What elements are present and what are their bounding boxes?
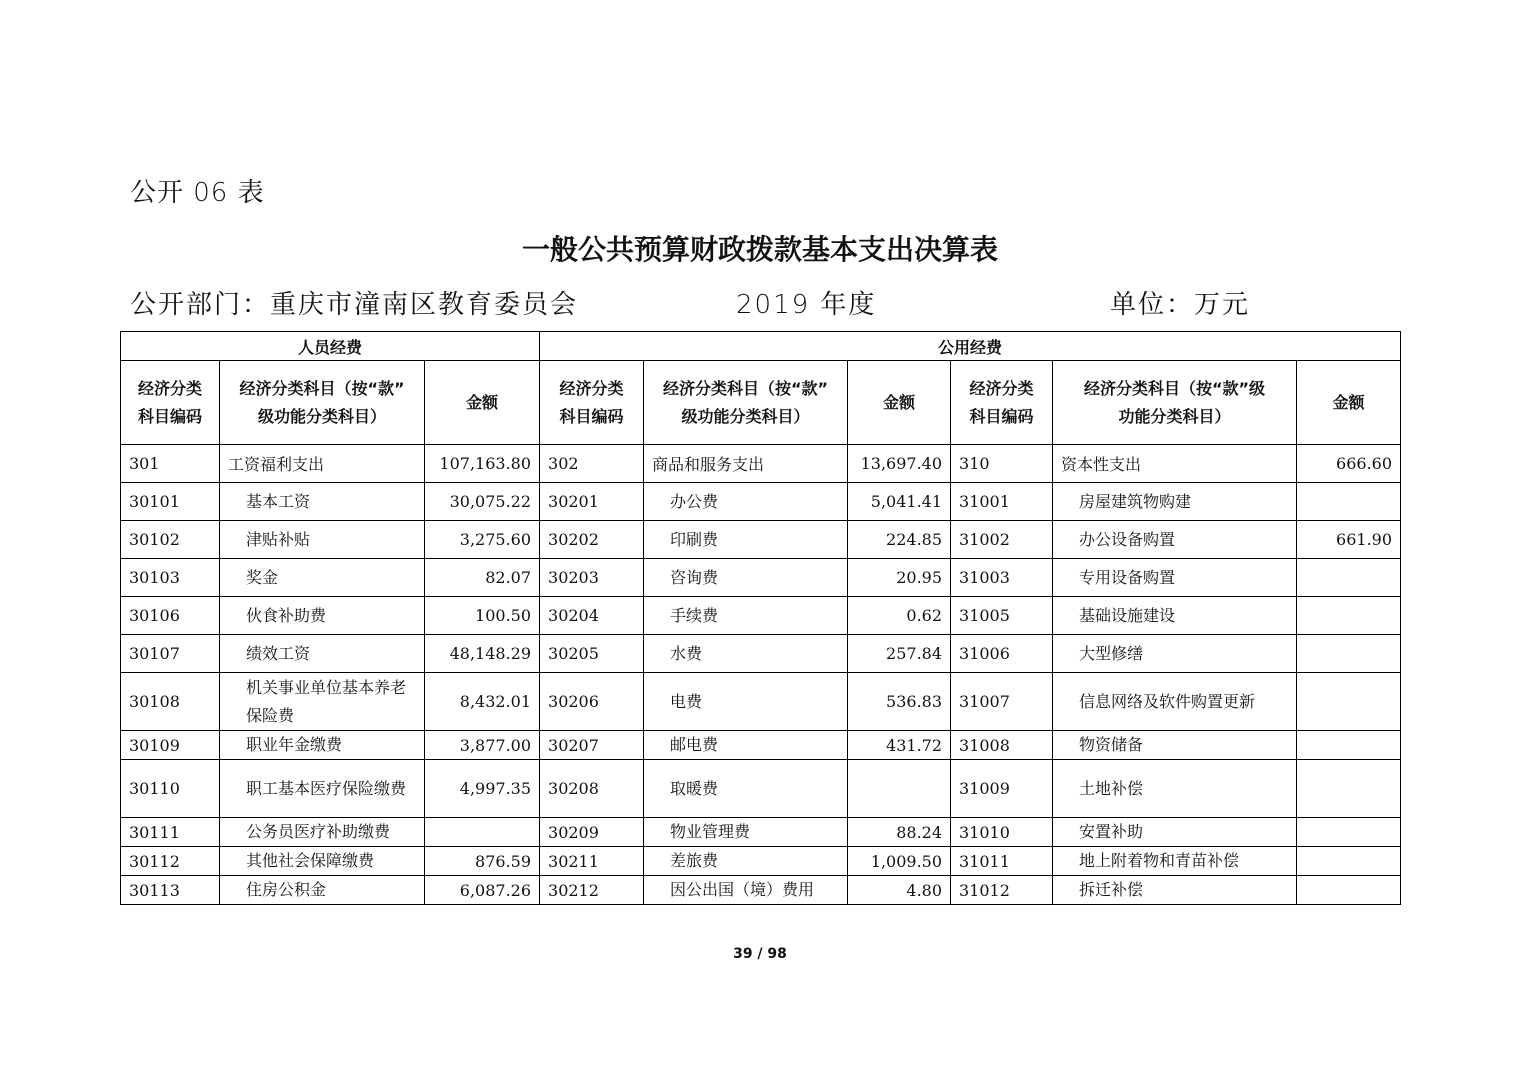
table-row — [121, 731, 1401, 760]
cell-code: 30206 — [540, 673, 644, 731]
cell-code: 30201 — [540, 483, 644, 521]
column-header-amount: 金额 — [425, 361, 540, 445]
cell-amount: 4,997.35 — [425, 760, 540, 818]
cell-amount: 257.84 — [848, 635, 951, 673]
cell-name: 大型修缮 — [1053, 635, 1297, 673]
table-row — [121, 483, 1401, 521]
cell-code: 30208 — [540, 760, 644, 818]
cell-code: 31009 — [951, 760, 1053, 818]
column-header-code: 经济分类 科目编码 — [540, 361, 644, 445]
cell-name: 职工基本医疗保险缴费 — [220, 760, 425, 818]
cell-amount: 5,041.41 — [848, 483, 951, 521]
cell-code: 31007 — [951, 673, 1053, 731]
cell-code: 302 — [540, 445, 644, 483]
cell-amount — [1297, 597, 1401, 635]
cell-name: 咨询费 — [644, 559, 848, 597]
cell-code: 30106 — [121, 597, 220, 635]
cell-name: 房屋建筑物购建 — [1053, 483, 1297, 521]
cell-name: 奖金 — [220, 559, 425, 597]
cell-name: 绩效工资 — [220, 635, 425, 673]
year-label: 2019 年度 — [736, 290, 877, 320]
cell-name: 邮电费 — [644, 731, 848, 760]
table-row — [121, 818, 1401, 847]
group-header-public: 公用经费 — [540, 332, 1401, 361]
cell-amount: 82.07 — [425, 559, 540, 597]
group-header-personnel: 人员经费 — [121, 332, 540, 361]
cell-amount — [1297, 635, 1401, 673]
cell-code: 31003 — [951, 559, 1053, 597]
column-header-name: 经济分类科目（按“款” 级功能分类科目） — [644, 361, 848, 445]
cell-amount: 666.60 — [1297, 445, 1401, 483]
cell-name: 取暖费 — [644, 760, 848, 818]
cell-name: 土地补偿 — [1053, 760, 1297, 818]
cell-amount: 876.59 — [425, 847, 540, 876]
table-row — [121, 876, 1401, 905]
cell-code: 30211 — [540, 847, 644, 876]
cell-amount: 20.95 — [848, 559, 951, 597]
cell-amount — [1297, 559, 1401, 597]
table-row — [121, 597, 1401, 635]
column-header-amount: 金额 — [848, 361, 951, 445]
unit-label: 单位：万元 — [1110, 290, 1251, 320]
cell-amount: 6,087.26 — [425, 876, 540, 905]
cell-code: 310 — [951, 445, 1053, 483]
cell-name: 资本性支出 — [1053, 445, 1297, 483]
cell-name: 伙食补助费 — [220, 597, 425, 635]
cell-code: 31002 — [951, 521, 1053, 559]
cell-name: 基础设施建设 — [1053, 597, 1297, 635]
table-row — [121, 521, 1401, 559]
cell-amount — [1297, 847, 1401, 876]
cell-name: 因公出国（境）费用 — [644, 876, 848, 905]
cell-amount: 8,432.01 — [425, 673, 540, 731]
cell-code: 30108 — [121, 673, 220, 731]
table-row — [121, 559, 1401, 597]
cell-code: 30107 — [121, 635, 220, 673]
cell-code: 30203 — [540, 559, 644, 597]
column-header-code: 经济分类 科目编码 — [121, 361, 220, 445]
cell-code: 30111 — [121, 818, 220, 847]
cell-name: 津贴补贴 — [220, 521, 425, 559]
cell-name: 地上附着物和青苗补偿 — [1053, 847, 1297, 876]
cell-amount: 3,877.00 — [425, 731, 540, 760]
cell-amount: 661.90 — [1297, 521, 1401, 559]
cell-code: 31008 — [951, 731, 1053, 760]
cell-amount: 107,163.80 — [425, 445, 540, 483]
cell-name: 办公设备购置 — [1053, 521, 1297, 559]
cell-name: 物资储备 — [1053, 731, 1297, 760]
cell-name: 差旅费 — [644, 847, 848, 876]
cell-amount — [1297, 818, 1401, 847]
cell-code: 301 — [121, 445, 220, 483]
column-header-code: 经济分类 科目编码 — [951, 361, 1053, 445]
cell-amount: 100.50 — [425, 597, 540, 635]
cell-name: 专用设备购置 — [1053, 559, 1297, 597]
column-header-name: 经济分类科目（按“款” 级功能分类科目） — [220, 361, 425, 445]
cell-code: 31010 — [951, 818, 1053, 847]
table-row — [121, 847, 1401, 876]
cell-name: 工资福利支出 — [220, 445, 425, 483]
cell-name: 基本工资 — [220, 483, 425, 521]
cell-amount: 431.72 — [848, 731, 951, 760]
page-number: 39 / 98 — [733, 946, 787, 962]
cell-code: 31012 — [951, 876, 1053, 905]
cell-code: 30205 — [540, 635, 644, 673]
cell-amount: 48,148.29 — [425, 635, 540, 673]
table-label: 公开 06 表 — [130, 178, 265, 208]
table-row — [121, 635, 1401, 673]
table-row — [121, 673, 1401, 731]
budget-table — [120, 331, 1401, 905]
cell-name: 住房公积金 — [220, 876, 425, 905]
cell-name: 水费 — [644, 635, 848, 673]
cell-code: 30109 — [121, 731, 220, 760]
cell-code: 30101 — [121, 483, 220, 521]
cell-name: 拆迁补偿 — [1053, 876, 1297, 905]
cell-code: 30103 — [121, 559, 220, 597]
cell-code: 31011 — [951, 847, 1053, 876]
cell-code: 31001 — [951, 483, 1053, 521]
cell-amount — [848, 760, 951, 818]
cell-amount: 4.80 — [848, 876, 951, 905]
column-header-name: 经济分类科目（按“款”级 功能分类科目） — [1053, 361, 1297, 445]
cell-name: 职业年金缴费 — [220, 731, 425, 760]
cell-name: 电费 — [644, 673, 848, 731]
cell-name: 信息网络及软件购置更新 — [1053, 673, 1297, 731]
cell-amount — [1297, 760, 1401, 818]
cell-amount — [1297, 673, 1401, 731]
cell-name: 手续费 — [644, 597, 848, 635]
cell-name: 公务员医疗补助缴费 — [220, 818, 425, 847]
cell-name: 安置补助 — [1053, 818, 1297, 847]
table-row — [121, 445, 1401, 483]
cell-amount: 224.85 — [848, 521, 951, 559]
cell-amount: 13,697.40 — [848, 445, 951, 483]
cell-name: 其他社会保障缴费 — [220, 847, 425, 876]
page-title: 一般公共预算财政拨款基本支出决算表 — [521, 233, 998, 266]
cell-name: 商品和服务支出 — [644, 445, 848, 483]
cell-code: 30102 — [121, 521, 220, 559]
cell-amount: 536.83 — [848, 673, 951, 731]
cell-amount — [1297, 483, 1401, 521]
cell-code: 31006 — [951, 635, 1053, 673]
cell-name: 印刷费 — [644, 521, 848, 559]
cell-code: 30209 — [540, 818, 644, 847]
cell-amount: 0.62 — [848, 597, 951, 635]
cell-amount: 3,275.60 — [425, 521, 540, 559]
cell-amount — [1297, 876, 1401, 905]
cell-code: 30112 — [121, 847, 220, 876]
cell-amount: 1,009.50 — [848, 847, 951, 876]
cell-amount — [1297, 731, 1401, 760]
column-header-amount: 金额 — [1297, 361, 1401, 445]
cell-name: 办公费 — [644, 483, 848, 521]
department-label: 公开部门：重庆市潼南区教育委员会 — [130, 290, 579, 320]
table-row — [121, 760, 1401, 818]
cell-code: 30207 — [540, 731, 644, 760]
cell-name: 机关事业单位基本养老保险费 — [220, 673, 425, 731]
cell-code: 30212 — [540, 876, 644, 905]
cell-name: 物业管理费 — [644, 818, 848, 847]
cell-code: 31005 — [951, 597, 1053, 635]
cell-amount — [425, 818, 540, 847]
cell-code: 30204 — [540, 597, 644, 635]
cell-code: 30110 — [121, 760, 220, 818]
cell-amount: 30,075.22 — [425, 483, 540, 521]
cell-code: 30202 — [540, 521, 644, 559]
cell-amount: 88.24 — [848, 818, 951, 847]
cell-code: 30113 — [121, 876, 220, 905]
